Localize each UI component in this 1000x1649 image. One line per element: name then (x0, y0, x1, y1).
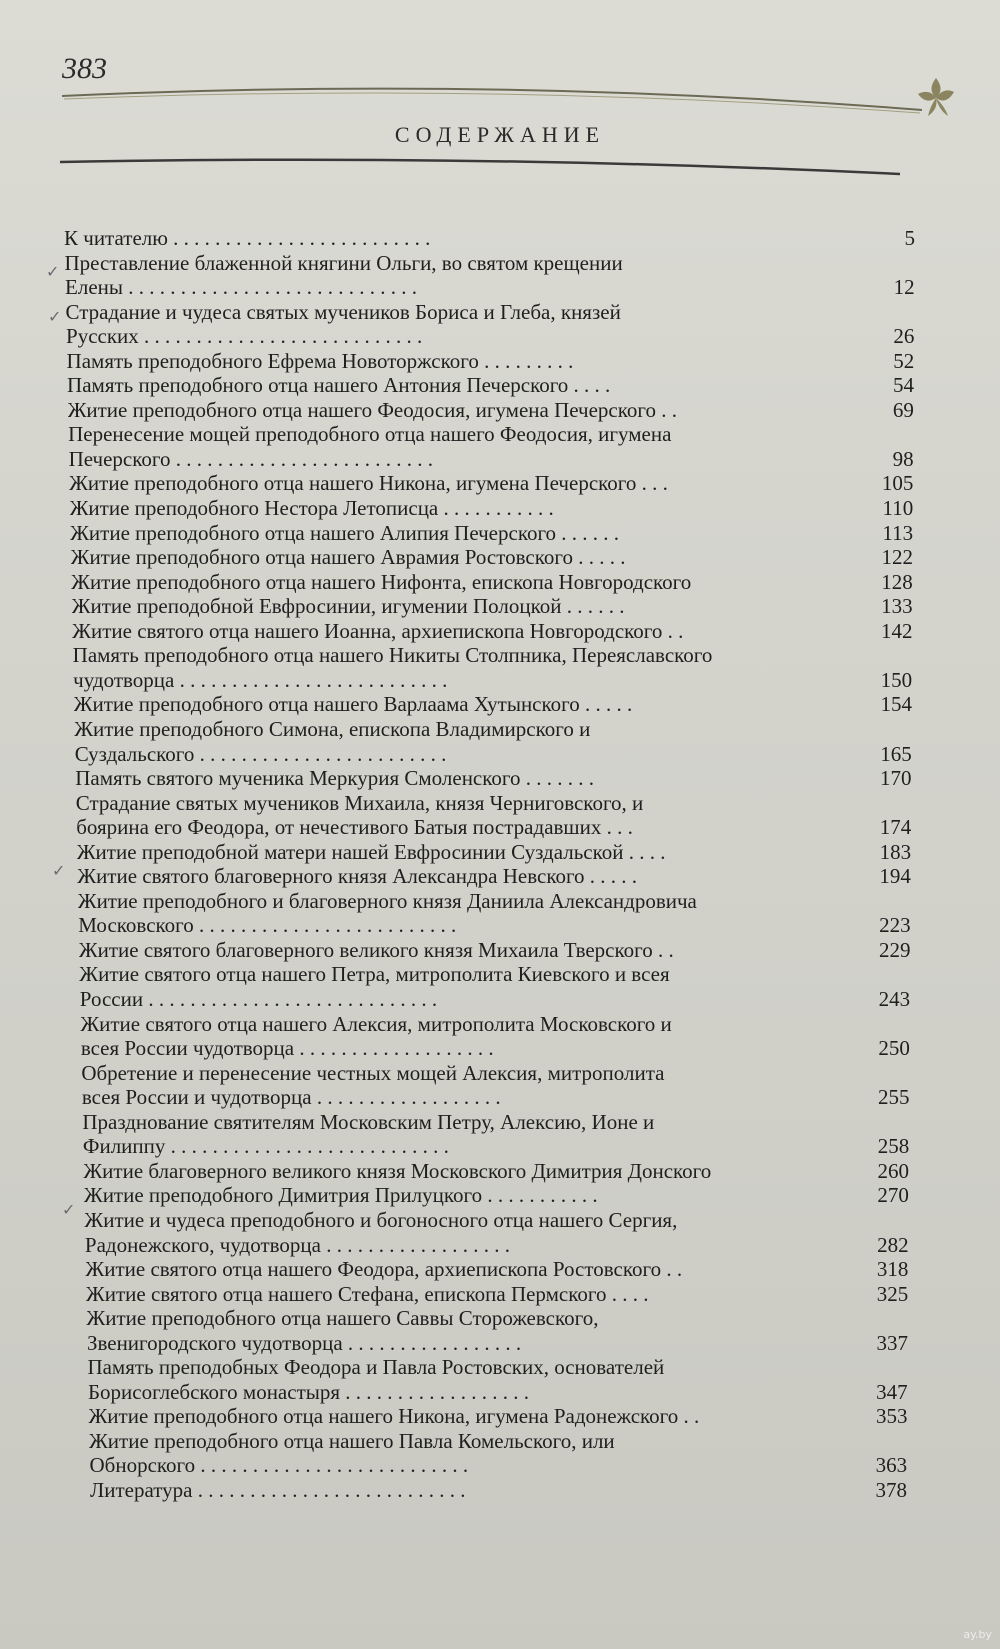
toc-entry-page: 229 (878, 937, 911, 962)
toc-entry-page: 122 (881, 545, 913, 570)
toc-entry-text: Житие преподобного отца нашего Никона, игумена Печерского . . . (69, 471, 668, 496)
toc-entry-text: Житие святого благоверного князя Александра Невского . . . . . (77, 864, 638, 889)
toc-entry-text: Елены . . . . . . . . . . . . . . . . . . . . . . . . . . . . (65, 275, 417, 300)
toc-entry-page: 113 (882, 520, 914, 545)
toc-entry-text: Житие преподобного Нестора Летописца . . . . . . . . . . . (69, 496, 554, 521)
toc-entry-text: Житие преподобного отца нашего Варлаама Хутынского . . . . . (73, 692, 633, 717)
toc-entry-text: Житие преподобного отца нашего Никона, игумена Радонежского . . (88, 1404, 700, 1429)
toc-entry-page: 363 (875, 1453, 908, 1478)
toc-entry-text: Память преподобного отца нашего Никиты Столпника, Переяславского (72, 643, 713, 668)
page-title: СОДЕРЖАНИЕ (394, 122, 606, 147)
toc-entry-text: Житие преподобного отца нашего Павла Комельского, или (88, 1428, 615, 1453)
toc-entry-page: 133 (881, 594, 913, 619)
toc-entry-page: 174 (879, 815, 912, 840)
toc-entry-page: 12 (893, 275, 915, 300)
toc-entry-text: Житие преподобной матери нашей Евфросинии Суздальской . . . . (76, 839, 666, 864)
toc-entry-text: боярина его Феодора, от нечестивого Батыя пострадавших . . . (76, 815, 633, 840)
toc-entry-text: Радонежского, чудотворца . . . . . . . . . . . . . . . . . . (84, 1232, 510, 1257)
toc-entry-text: Житие преподобного отца нашего Нифонта, епископа Новгородского (71, 569, 692, 594)
toc-entry-page: 183 (879, 839, 912, 864)
toc-entry-text: Память святого мученика Меркурия Смоленского . . . . . . . (75, 766, 594, 791)
toc-entry-text: Обнорского . . . . . . . . . . . . . . . . . . . . . . . . . . (89, 1453, 469, 1478)
toc-entry-text: Житие святого отца нашего Стефана, епископа Пермского . . . . (85, 1281, 649, 1306)
toc-entry-text: Житие святого отца нашего Иоанна, архиепископа Новгородского . . (72, 618, 684, 643)
toc-entry-text: чудотворца . . . . . . . . . . . . . . . . . . . . . . . . . . (73, 667, 448, 692)
toc-entry-page: 223 (879, 913, 911, 938)
pencil-check-mark-icon: ✓ (48, 309, 62, 326)
toc-entry-page: 170 (880, 766, 912, 791)
toc-entry-text: Житие благоверного великого князя Московского Димитрия Донского (83, 1158, 712, 1183)
toc-entry-text: Память преподобных Феодора и Павла Ростовских, основателей (87, 1355, 665, 1380)
toc-entry-page: 105 (881, 471, 914, 496)
toc-entry-text: России . . . . . . . . . . . . . . . . . . . . . . . . . . . . (79, 987, 438, 1012)
toc-entry-text: К читателю . . . . . . . . . . . . . . . . . . . . . . . . . (64, 226, 431, 250)
toc-entry-text: Празднование святителям Московским Петру, Алексию, Ионе и (82, 1109, 655, 1134)
toc-entry-page: 255 (878, 1085, 910, 1110)
toc-entry-page: 282 (877, 1232, 909, 1257)
toc-entry-page: 26 (893, 324, 915, 349)
toc-entry-page: 325 (876, 1281, 909, 1306)
toc-entry-page: 347 (876, 1379, 908, 1404)
pencil-check-mark-icon: ✓ (62, 1202, 76, 1219)
toc-entry-page: 243 (878, 987, 911, 1012)
toc-entry-page: 378 (875, 1478, 907, 1502)
watermark: ay.by (963, 1628, 992, 1641)
toc-entry-text: Житие преподобной Евфросинии, игумении Полоцкой . . . . . . (71, 594, 625, 619)
toc-entry-text: Житие преподобного отца нашего Алипия Печерского . . . . . . (70, 520, 620, 545)
toc-entry-page: 353 (875, 1404, 908, 1429)
toc-entry-text: Память преподобного Ефрема Новоторжского . . . . . . . . . (66, 348, 574, 373)
toc-entry-text: всея России чудотворца . . . . . . . . . . . . . . . . . . . (80, 1036, 494, 1061)
toc-entry-text: Печерского . . . . . . . . . . . . . . . . . . . . . . . . . (68, 446, 433, 471)
toc-entry-text: Житие святого отца нашего Алексия, митрополита Московского и (80, 1011, 672, 1036)
toc-entry-page: 165 (880, 741, 912, 766)
toc-entry-page: 98 (892, 446, 914, 471)
page-number: 383 (62, 52, 107, 85)
toc-entry-page: 250 (878, 1036, 910, 1061)
toc-entry-text: Память преподобного отца нашего Антония Печерского . . . . (67, 373, 611, 398)
toc-entry-text: Московского . . . . . . . . . . . . . . . . . . . . . . . . . (78, 913, 457, 938)
toc-entry-text: Звенигородского чудотворца . . . . . . . . . . . . . . . . . (86, 1330, 522, 1355)
toc-entry-text: Житие святого благоверного великого князя Михаила Тверского . . (78, 937, 674, 962)
toc-entry-page: 318 (876, 1257, 909, 1282)
toc-entry-text: Житие и чудеса преподобного и богоносного отца нашего Сергия, (84, 1207, 678, 1232)
toc-entry-text: Страдание святых мучеников Михаила, князя Черниговского, и (75, 790, 644, 815)
toc-entry-page: 142 (880, 618, 913, 643)
toc-entry-page: 54 (893, 373, 915, 398)
toc-entry-text: Житие преподобного отца нашего Саввы Сторожевского, (86, 1306, 599, 1331)
toc-entry-page: 337 (876, 1330, 908, 1355)
toc-entry-text: Житие преподобного отца нашего Аврамия Ростовского . . . . . (70, 545, 626, 570)
toc-entry-text: Страдание и чудеса святых мучеников Бориса и Глеба, князей (65, 299, 621, 324)
toc-entry-page: 5 (904, 226, 915, 250)
toc-entry-page: 260 (877, 1158, 910, 1183)
toc-entry-page: 52 (893, 348, 915, 373)
toc-entry-page: 69 (892, 397, 914, 422)
toc-entry-text: Житие преподобного Симона, епископа Владимирского и (74, 716, 591, 741)
toc-entry-page: 194 (879, 864, 911, 889)
toc-entry-text: Обретение и перенесение честных мощей Алексия, митрополита (81, 1060, 665, 1085)
toc-entry-text: Житие преподобного и благоверного князя Даниила Александровича (77, 888, 697, 913)
toc-entry-text: Житие преподобного отца нашего Феодосия, игумена Печерского . . (67, 397, 677, 422)
toc-entry-text: Суздальского . . . . . . . . . . . . . . . . . . . . . . . . (74, 741, 447, 766)
toc-entry-page: 150 (880, 667, 913, 692)
toc-entry-page: 154 (880, 692, 913, 717)
toc-entry-text: Преставление блаженной княгини Ольги, во святом крещении (64, 250, 623, 275)
toc-entry-page: 270 (877, 1183, 909, 1208)
toc-entry-page: 128 (881, 569, 913, 594)
toc-entry-text: Житие преподобного Димитрия Прилуцкого . . . . . . . . . . . (83, 1183, 598, 1208)
toc-entry-text: Перенесение мощей преподобного отца нашего Феодосия, игумена (68, 422, 672, 447)
toc-entry-text: Борисоглебского монастыря . . . . . . . . . . . . . . . . . . (87, 1379, 530, 1404)
toc-entry-text: Русских . . . . . . . . . . . . . . . . . . . . . . . . . . . (66, 324, 423, 349)
pencil-check-mark-icon: ✓ (52, 863, 66, 880)
toc-entry-text: Житие святого отца нашего Петра, митрополита Киевского и всея (79, 962, 670, 987)
toc-entry-text: всея России и чудотворца . . . . . . . . . . . . . . . . . . (81, 1085, 501, 1110)
toc-entry-text: Житие святого отца нашего Феодора, архиепископа Ростовского . . (85, 1257, 683, 1282)
pencil-check-mark-icon: ✓ (46, 264, 60, 281)
toc-entry-page: 110 (882, 496, 914, 521)
toc-entry-text: Филиппу . . . . . . . . . . . . . . . . . . . . . . . . . . . (82, 1134, 449, 1159)
toc-entry-page: 258 (877, 1134, 910, 1159)
toc-entry-text: Литература . . . . . . . . . . . . . . . . . . . . . . . . . . (90, 1478, 466, 1502)
